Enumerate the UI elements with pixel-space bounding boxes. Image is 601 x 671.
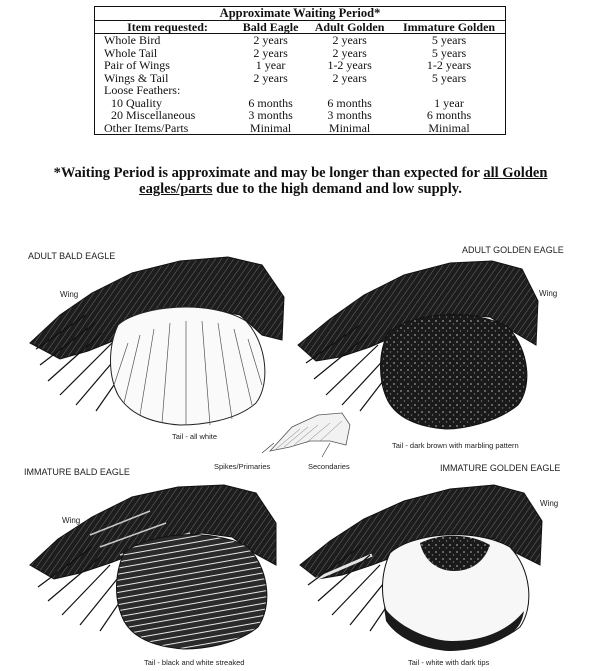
cell-immature-golden: 5 years	[431, 33, 467, 47]
eagle-feather-illustrations	[0, 235, 601, 671]
spikes-primaries-label: Spikes/Primaries	[214, 462, 271, 471]
cell-immature-golden: 1-2 years	[426, 58, 472, 72]
note-tail: due to the high demand and low supply.	[212, 181, 462, 197]
adult-golden-tail-label: Tail - dark brown with marbling pattern	[392, 441, 519, 450]
row-item: Whole Tail	[104, 45, 158, 60]
cell-bald: 6 months	[248, 95, 293, 110]
cell-immature-golden: 5 years	[431, 70, 467, 85]
immature-bald-eagle-illustration	[24, 467, 276, 667]
cell-immature-golden	[393, 84, 505, 97]
row-item: 20 Miscellaneous	[111, 108, 196, 122]
cell-adult-golden: Minimal	[328, 120, 371, 135]
row-item: Loose Feathers:	[104, 83, 181, 97]
adult-golden-wing-label: Wing	[539, 289, 558, 298]
row-item: Other Items/Parts	[104, 120, 189, 135]
table-row	[95, 59, 506, 72]
immature-golden-title: IMMATURE GOLDEN EAGLE	[440, 463, 561, 473]
immature-bald-wing-label: Wing	[62, 516, 81, 525]
immature-golden-wing-label: Wing	[540, 499, 559, 508]
row-item: Pair of Wings	[104, 58, 170, 72]
waiting-period-note	[40, 165, 561, 197]
table-title: Approximate Waiting Period*	[95, 7, 506, 21]
col-header-immature-golden: Immature Golden	[393, 20, 505, 34]
cell-bald: 3 months	[248, 108, 293, 122]
cell-adult-golden: 1-2 years	[327, 58, 372, 72]
table-row	[95, 84, 506, 97]
cell-adult-golden: 2 years	[332, 70, 367, 85]
adult-bald-title: ADULT BALD EAGLE	[28, 251, 116, 261]
table-row	[95, 122, 506, 135]
cell-immature-golden: 6 months	[426, 108, 472, 122]
immature-golden-tail-label: Tail - white with dark tips	[408, 658, 490, 667]
row-item: Wings & Tail	[104, 70, 169, 85]
immature-bald-tail	[117, 535, 267, 649]
feather-guide-sketch	[270, 413, 350, 451]
feather-guide	[214, 413, 350, 471]
immature-bald-tail-label: Tail - black and white streaked	[144, 658, 245, 667]
adult-golden-title: ADULT GOLDEN EAGLE	[462, 245, 564, 255]
cell-immature-golden: Minimal	[428, 120, 470, 135]
table-header-row	[95, 20, 506, 34]
table-row	[95, 109, 506, 122]
cell-adult-golden: 3 months	[327, 108, 372, 122]
cell-bald: 1 year	[255, 58, 286, 72]
adult-bald-tail-label: Tail - all white	[172, 432, 218, 441]
row-item: Whole Bird	[104, 33, 161, 47]
row-item: 10 Quality	[111, 95, 162, 110]
adult-bald-wing-label: Wing	[60, 290, 79, 299]
waiting-period-table	[94, 6, 506, 135]
cell-bald	[235, 84, 306, 97]
secondaries-label: Secondaries	[308, 462, 350, 471]
cell-immature-golden: 1 year	[434, 95, 464, 110]
cell-adult-golden: 2 years	[332, 33, 367, 47]
cell-bald: 2 years	[253, 70, 288, 85]
col-header-adult-golden: Adult Golden	[306, 20, 393, 34]
cell-bald: 2 years	[253, 33, 288, 47]
immature-bald-title: IMMATURE BALD EAGLE	[24, 467, 130, 477]
col-header-bald: Bald Eagle	[235, 20, 306, 34]
cell-immature-golden: 5 years	[431, 45, 467, 60]
cell-adult-golden: 6 months	[327, 95, 372, 110]
note-text: *Waiting Period is approximate and may be longer than expected for	[53, 165, 484, 181]
cell-adult-golden: 2 years	[332, 45, 367, 60]
immature-golden-eagle-illustration	[300, 463, 560, 667]
cell-adult-golden	[306, 84, 393, 97]
adult-golden-tail	[381, 315, 527, 429]
table-row	[95, 34, 506, 47]
adult-bald-tail	[111, 307, 265, 425]
cell-bald: Minimal	[249, 120, 292, 135]
cell-bald: 2 years	[253, 45, 288, 60]
note-underlined: all Golden eagles/parts	[139, 165, 548, 197]
adult-bald-eagle-illustration	[28, 251, 284, 441]
col-header-item: Item requested:	[95, 20, 236, 34]
